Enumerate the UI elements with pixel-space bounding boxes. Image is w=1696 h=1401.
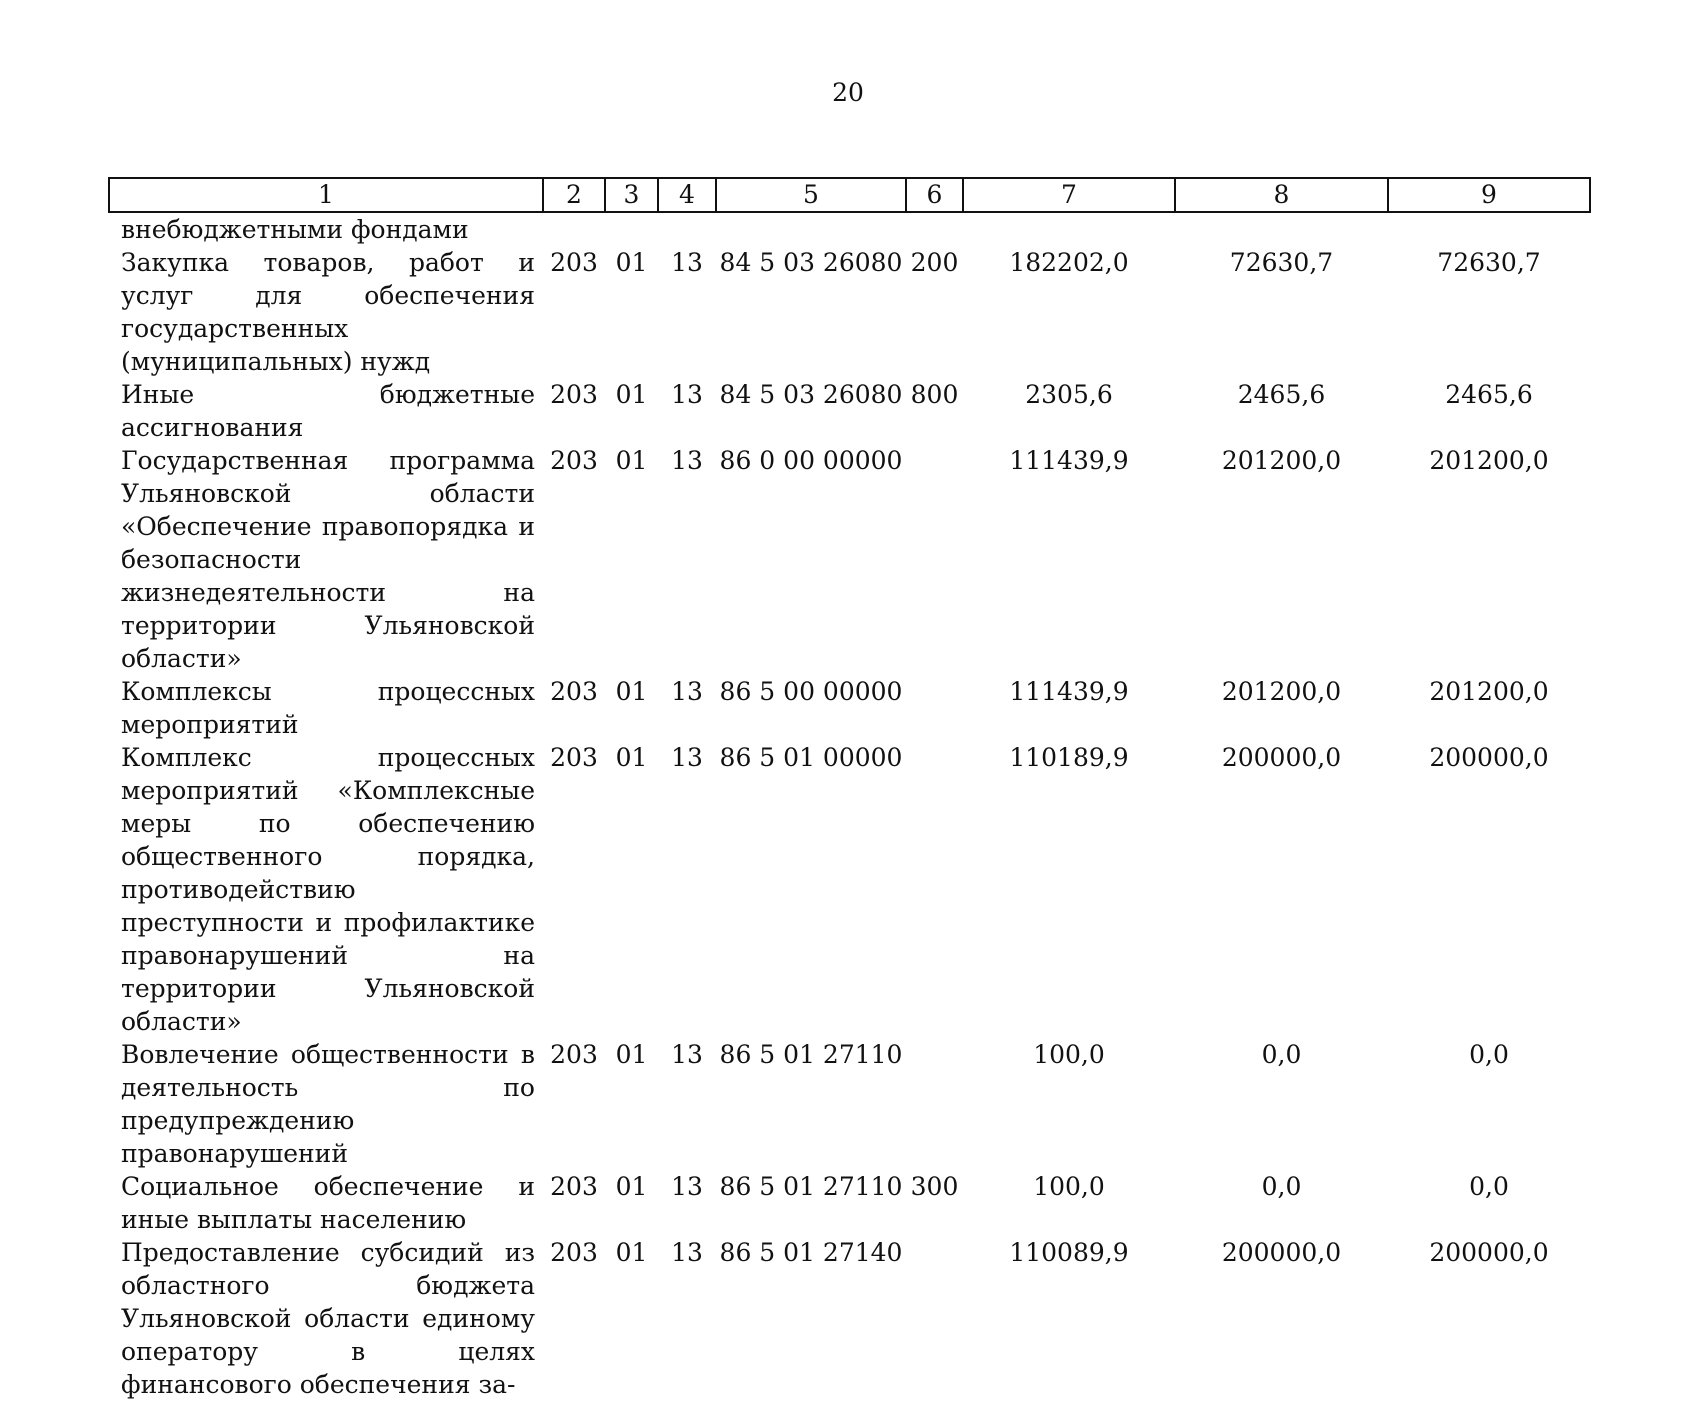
cell-expense-type [906,1038,963,1170]
cell-ministry [543,212,605,246]
cell-expense-type: 200 [910,248,959,277]
cell-section: 01 [615,1238,648,1267]
cell-section: 01 [615,743,648,772]
cell-amount-col8: 2465,6 [1237,380,1326,409]
cell-amount-col8: 200000,0 [1221,1238,1342,1267]
cell-target-article: 86 5 00 00000 [719,677,903,706]
cell-subsection: 13 [671,1172,703,1201]
cell-amount-col9: 201200,0 [1429,677,1549,706]
row-name: внебюджетными фондами [121,215,469,244]
cell-amount-col8: 201200,0 [1221,446,1342,475]
header-col-3: 3 [605,178,658,212]
row-name: Закупка товаров, работ и услуг для обеспечения государственных (муниципальных) нужд [121,248,535,376]
cell-amount-col8: 200000,0 [1221,743,1342,772]
table-row [109,212,1590,246]
table-header [109,178,1590,212]
cell-ministry: 203 [550,248,598,277]
cell-amount-col8: 72630,7 [1229,248,1334,277]
cell-subsection [658,212,716,246]
row-name: Предоставление субсидий из областного бюджета Ульяновской области единому оператору в целях финансового обеспечения за- [121,1238,535,1399]
row-name: Государственная программа Ульяновской области «Обеспечение правопорядка и безопасности жизнедеятельности на территории Ульяновской области» [121,446,535,673]
cell-expense-type [906,675,963,741]
cell-expense-type: 300 [910,1172,959,1201]
cell-amount-col8: 0,0 [1261,1040,1302,1069]
cell-expense-type [906,1236,963,1401]
cell-amount-col7 [963,212,1175,246]
cell-amount-col9: 201200,0 [1429,446,1549,475]
table-row [109,1038,1590,1170]
table-row [109,741,1590,1038]
cell-amount-col7: 110089,9 [1009,1238,1129,1267]
cell-section: 01 [615,1040,648,1069]
cell-target-article: 84 5 03 26080 [719,248,903,277]
cell-target-article: 86 5 01 00000 [719,743,903,772]
header-col-8: 8 [1175,178,1388,212]
cell-amount-col7: 100,0 [1033,1172,1105,1201]
row-name: Вовлечение общественности в деятельность по предупреждению правонарушений [121,1040,535,1168]
cell-amount-col8: 0,0 [1261,1172,1302,1201]
cell-amount-col7: 110189,9 [1009,743,1129,772]
cell-amount-col9: 2465,6 [1445,380,1533,409]
cell-target-article: 86 0 00 00000 [719,446,903,475]
cell-section: 01 [615,248,648,277]
cell-amount-col7: 111439,9 [1009,677,1129,706]
table-row [109,246,1590,378]
header-col-5: 5 [716,178,906,212]
cell-ministry: 203 [550,677,598,706]
header-col-1: 1 [109,178,543,212]
page-number: 20 [832,78,864,107]
cell-expense-type [906,444,963,675]
cell-ministry: 203 [550,446,598,475]
header-col-9: 9 [1388,178,1590,212]
row-name: Иные бюджетные ассигнования [121,380,535,442]
table-row [109,1236,1590,1401]
cell-subsection: 13 [671,743,703,772]
cell-amount-col9: 0,0 [1469,1172,1509,1201]
header-col-6: 6 [906,178,963,212]
cell-amount-col9: 72630,7 [1437,248,1541,277]
cell-subsection: 13 [671,248,703,277]
table-body [109,212,1590,1401]
header-col-4: 4 [658,178,716,212]
cell-amount-col8: 201200,0 [1221,677,1342,706]
cell-expense-type [906,212,963,246]
cell-subsection: 13 [671,446,703,475]
cell-amount-col7: 111439,9 [1009,446,1129,475]
budget-table [108,177,1591,1401]
cell-section: 01 [615,1172,648,1201]
cell-target-article: 86 5 01 27110 [719,1172,903,1201]
row-name: Социальное обеспечение и иные выплаты населению [121,1172,535,1234]
table-row [109,444,1590,675]
header-col-7: 7 [963,178,1175,212]
cell-ministry: 203 [550,380,598,409]
cell-amount-col9 [1388,212,1590,246]
cell-amount-col9: 200000,0 [1429,1238,1549,1267]
header-row [109,178,1590,212]
row-name: Комплексы процессных мероприятий [121,677,535,739]
cell-section [605,212,658,246]
cell-target-article: 86 5 01 27140 [719,1238,903,1267]
cell-section: 01 [615,380,648,409]
table-row [109,1170,1590,1236]
cell-target-article: 86 5 01 27110 [719,1040,903,1069]
cell-target-article: 84 5 03 26080 [719,380,903,409]
cell-ministry: 203 [550,1238,598,1267]
cell-amount-col9: 0,0 [1469,1040,1509,1069]
cell-target-article [716,212,906,246]
cell-section: 01 [615,446,648,475]
table-row [109,675,1590,741]
cell-subsection: 13 [671,677,703,706]
cell-subsection: 13 [671,380,703,409]
cell-subsection: 13 [671,1238,703,1267]
cell-amount-col7: 2305,6 [1025,380,1113,409]
cell-ministry: 203 [550,743,598,772]
cell-amount-col9: 200000,0 [1429,743,1549,772]
table-row [109,378,1590,444]
cell-amount-col8 [1175,212,1388,246]
cell-ministry: 203 [550,1172,598,1201]
header-col-2: 2 [543,178,605,212]
row-name: Комплекс процессных мероприятий «Комплексные меры по обеспечению общественного порядка, противодействию преступности и профилактике правонарушений на территории Ульяновской области» [121,743,535,1036]
cell-amount-col7: 100,0 [1033,1040,1105,1069]
cell-ministry: 203 [550,1040,598,1069]
cell-amount-col7: 182202,0 [1009,248,1129,277]
cell-expense-type: 800 [910,380,959,409]
cell-subsection: 13 [671,1040,703,1069]
cell-expense-type [906,741,963,1038]
cell-section: 01 [615,677,648,706]
